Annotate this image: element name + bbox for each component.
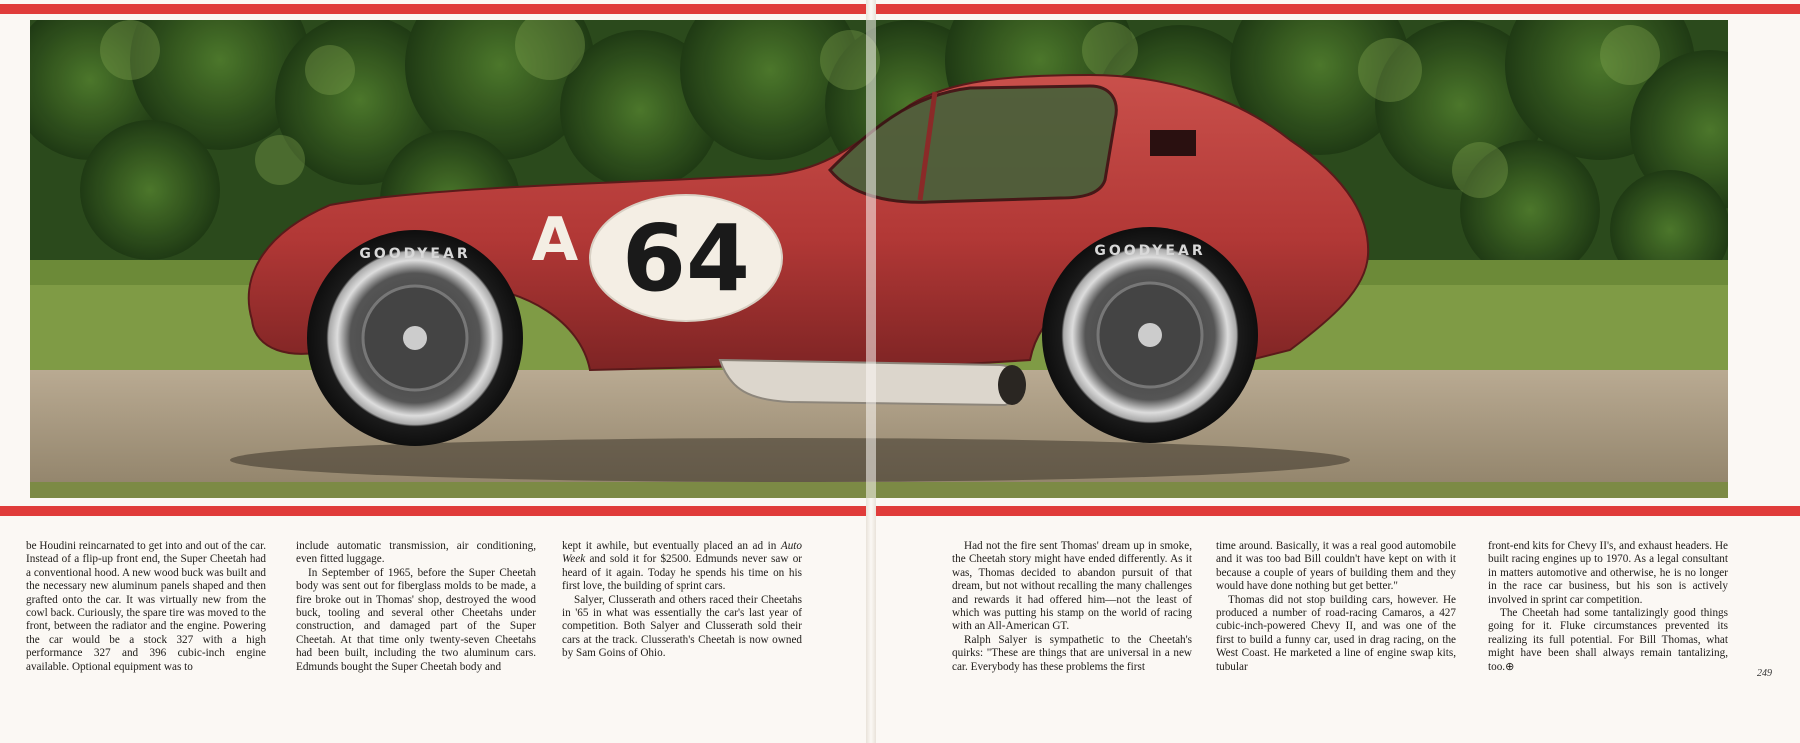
text-column-2 <box>296 540 536 674</box>
page-number: 249 <box>1757 668 1772 679</box>
text-column-1 <box>26 540 266 674</box>
text-column-3 <box>562 540 802 661</box>
class-letter: A <box>531 205 579 275</box>
race-car-photo <box>30 20 1728 498</box>
text-column-6 <box>1488 540 1728 674</box>
paragraph: Had not the fire sent Thomas' dream up in smoke, the Cheetah story might have ended differently. As it was, Thomas decided to abandon pursuit of that dream, but not without recalling the many challenges and rewards it had offered him—not the least of which was putting his stamp on the world of racing with an All-American GT. <box>952 540 1192 633</box>
text-run: kept it awhile, but eventually placed an ad in <box>562 540 777 552</box>
paragraph: Salyer, Clusserath and others raced their Cheetahs in '65 in what was essentially the car's last year of competition. Both Salyer and Clusserath sold their cars at the track. Clusserath's Cheetah is now owned by Sam Goins of Ohio. <box>562 593 802 660</box>
paragraph: time around. Basically, it was a real good automobile and it was too bad Bill couldn't have kept on with it because a couple of years of building them and they would have done nothing but get better." <box>1216 540 1456 593</box>
text-column-4 <box>952 540 1192 674</box>
tire-brand-front: GOODYEAR <box>359 246 471 262</box>
paragraph: Ralph Salyer is sympathetic to the Cheetah's quirks: "These are things that are universal in a new car. Everybody has these problems the first <box>952 633 1192 673</box>
car-number: 64 <box>621 205 751 312</box>
red-stripe-bottom-left <box>0 506 866 516</box>
rear-wheel <box>1042 227 1258 443</box>
paragraph: The Cheetah had some tantalizingly good things going for it. Fluke circumstances prevented its realizing its full potential. For Bill Thomas, what might have been shall always remain tantalizing, too.⊕ <box>1488 607 1728 673</box>
paragraph <box>562 540 802 594</box>
number-roundel <box>590 195 782 321</box>
text-column-5 <box>1216 540 1456 674</box>
red-stripe-top-left <box>0 4 866 14</box>
paragraph: be Houdini reincarnated to get into and out of the car. Instead of a flip-up front end, the Super Cheetah had a conventional hood. A new wood buck was built and the necessary new aluminum panels shaped and then grafted onto the car. It was virtually new from the cowl back. Curiously, the spare tire was moved to the front, between the radiator and the engine. Powering the car would be a stock 327 with a high performance 327 and 396 cubic-inch engine available. Optional equipment was to <box>26 540 266 673</box>
paragraph: front-end kits for Chevy II's, and exhaust headers. He built racing engines up to 1970. As a legal consultant in matters automotive and otherwise, he is no longer in the race car business, but his son is actively involved in sprint car competition. <box>1488 540 1728 606</box>
paragraph: In September of 1965, before the Super Cheetah body was sent out for fiberglass molds to be made, a fire broke out in Thomas' shop, destroyed the wood buck, tooling and several other Cheetahs under construction, and damaged part of the Super Cheetah. At that time only twenty-seven Cheetahs had been built, including the two aluminum cars. Edmunds bought the Super Cheetah body and <box>296 566 536 673</box>
cheetah-illustration <box>30 20 1728 498</box>
text-run: and sold it for $2500. Edmunds never saw or heard of it again. Today he spends his time on his first love, the building of sprint cars. <box>562 553 803 593</box>
paragraph: include automatic transmission, air conditioning, even fitted luggage. <box>296 540 536 566</box>
red-stripe-top-right <box>876 4 1800 14</box>
red-stripe-bottom-right <box>876 506 1800 516</box>
front-wheel <box>307 230 523 446</box>
magazine-title: Auto Week <box>562 540 802 566</box>
paragraph: Thomas did not stop building cars, however. He produced a number of road-racing Camaros, a 427 cubic-inch-powered Chevy II, and was one of the first to build a funny car, used in drag racing, on the West Coast. He marketed a line of engine swap kits, tubular <box>1216 593 1456 673</box>
tire-brand-rear: GOODYEAR <box>1094 243 1206 259</box>
